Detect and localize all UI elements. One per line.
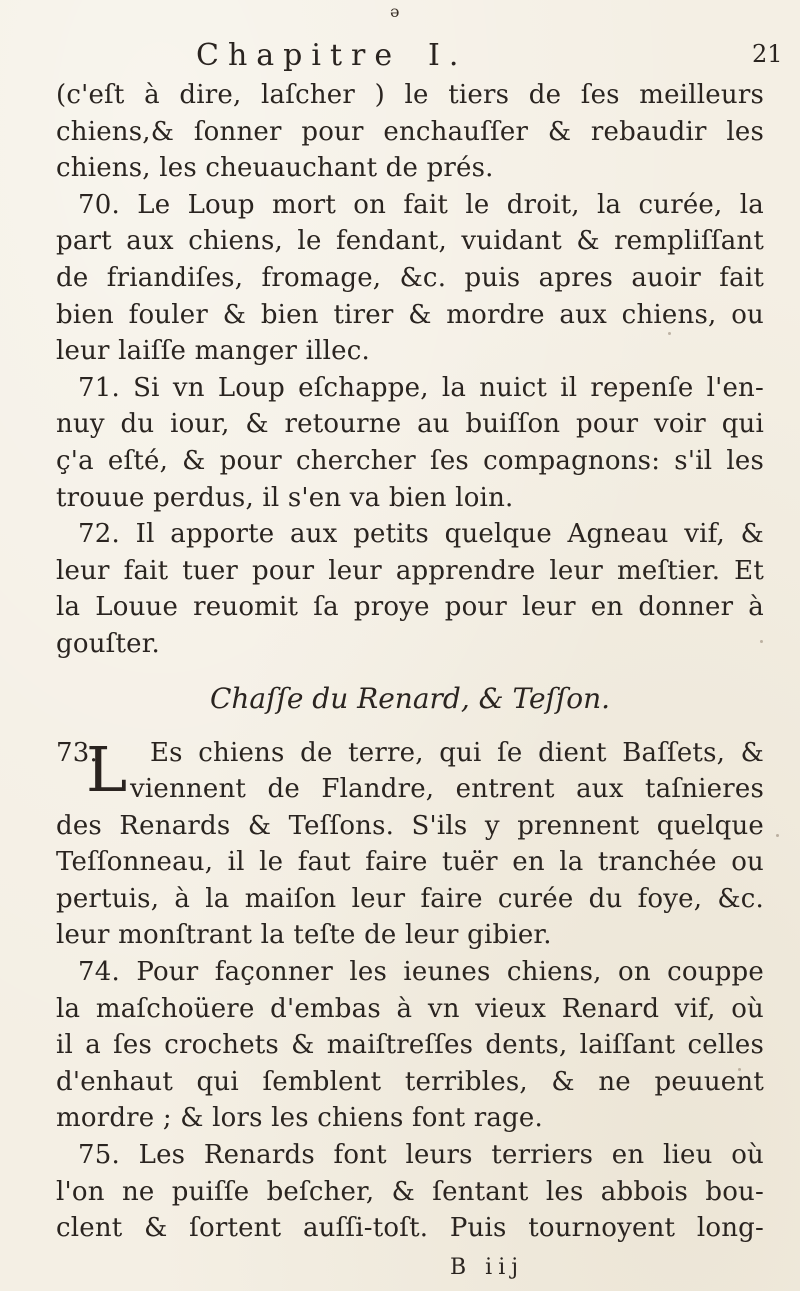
drop-cap: L — [86, 732, 128, 806]
body-text — [56, 77, 764, 1247]
text-line: gouſter. — [56, 628, 160, 659]
text-line: Teſſonneau, il le faut faire tuër en la tranchée ou — [56, 847, 764, 878]
text-fragment: Es chiens de terre, qui ſe dient Baſſets, & — [149, 737, 764, 768]
text-line: chiens, les cheuauchant de prés. — [56, 153, 494, 184]
paragraph-continuation — [56, 77, 764, 187]
paragraph-71 — [56, 370, 764, 516]
text-line: viennent de Flandre, entrent aux taſnieres — [130, 774, 764, 805]
text-line: 74. Pour façonner les ieunes chiens, on couppe — [78, 957, 764, 988]
paragraph-74 — [56, 954, 764, 1137]
text-line: leur laiſſe manger illec. — [56, 336, 370, 367]
signature-mark: B iij — [450, 1255, 525, 1280]
paragraph-70 — [56, 187, 764, 370]
paper-speck — [612, 386, 615, 389]
running-header — [196, 38, 783, 78]
chapter-title: Chapitre — [196, 38, 402, 73]
text-line: part aux chiens, le fendant, vuidant & rempliſſant — [56, 226, 764, 257]
text-line: (c'eſt à dire, laſcher ) le tiers de ſes meilleurs — [56, 80, 764, 110]
text-line: leur fait tuer pour leur apprendre leur meſtier. Et — [56, 555, 764, 586]
chapter-number: I. — [428, 38, 468, 73]
text-line: pertuis, à la maiſon leur faire curée du foye, &c. — [56, 883, 764, 914]
text-line: de friandiſes, fromage, &c. puis apres auoir fait — [56, 262, 764, 293]
paragraph-number: 73. — [56, 737, 98, 768]
text-line: nuy du iour, & retourne au buiſſon pour voir qui — [56, 409, 764, 440]
text-line: ç'a eſté, & pour chercher ſes compagnons: s'il les — [56, 445, 764, 476]
paper-speck — [760, 640, 763, 643]
text-line: la maſchoüere d'embas à vn vieux Renard vif, où — [56, 993, 764, 1024]
text-line: clent & ſortent auſſi-toſt. Puis tournoyent long- — [56, 1213, 764, 1244]
section-heading: Chaſſe du Renard, & Teſſon. — [209, 681, 611, 715]
text-line: 72. Il apporte aux petits quelque Agneau vif, & — [78, 519, 764, 550]
paragraph-72 — [56, 516, 764, 662]
top-printer-mark: ə — [390, 2, 400, 21]
text-line: trouue perdus, il s'en va bien loin. — [56, 482, 514, 513]
text-line — [56, 735, 764, 772]
paragraph-75 — [56, 1137, 764, 1247]
page-folio: 21 — [752, 40, 783, 68]
text-line: il a ſes crochets & maiſtreſſes dents, laiſſant celles — [56, 1030, 764, 1061]
paper-speck — [738, 1068, 741, 1071]
text-line: 75. Les Renards font leurs terriers en lieu où — [78, 1140, 764, 1171]
paper-speck — [776, 834, 779, 837]
text-line: mordre ; & lors les chiens font rage. — [56, 1103, 543, 1134]
text-line: 70. Le Loup mort on fait le droit, la curée, la — [78, 189, 764, 220]
text-line: leur monſtrant la teſte de leur gibier. — [56, 920, 552, 951]
paper-speck — [668, 332, 671, 335]
text-line: des Renards & Teſſons. S'ils y prennent quelque — [56, 810, 764, 841]
text-line: l'on ne puiſſe beſcher, & ſentant les abbois bou- — [56, 1176, 764, 1207]
text-line: la Louue reuomit ſa proye pour leur en donner à — [56, 592, 764, 623]
text-line: 71. Si vn Loup eſchappe, la nuict il repenſe l'en- — [78, 372, 764, 403]
text-line: d'enhaut qui ſemblent terribles, & ne peuuent — [56, 1066, 764, 1097]
paragraph-73 — [56, 732, 764, 955]
text-line: chiens,& ſonner pour enchauſſer & rebaudir les — [56, 116, 764, 147]
text-line: bien fouler & bien tirer & mordre aux chiens, ou — [56, 299, 764, 330]
